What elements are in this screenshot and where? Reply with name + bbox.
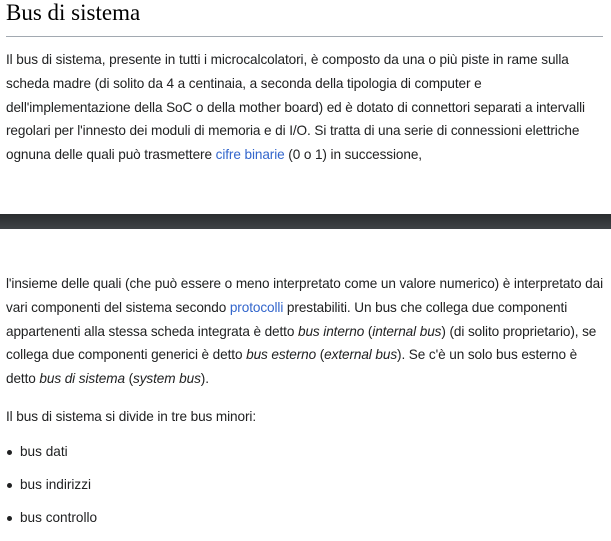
para2-text-4: ) (di solito proprietario), se collega due componenti generici è detto [6,323,597,363]
para2-text-1: l'insieme delle quali (che può essere o meno interpretato come un valore numerico) è interpretato dai vari componenti del sistema secondo [6,276,603,315]
list-item-label: bus dati [20,444,68,459]
link-cifre-binarie[interactable]: cifre binarie [215,147,285,163]
bullet-icon [7,450,12,455]
paragraph-bus-types: Il bus di sistema si divide in tre bus minori: [6,409,257,424]
para2-text-2: prestabiliti. Un bus che collega due componenti appartenenti alla stessa scheda integrata è detto [6,299,568,339]
para2-text-7: ( [124,371,134,387]
link-protocolli[interactable]: protocolli [229,299,284,315]
para2-text-6: ). Se c'è un solo bus esterno è detto [6,347,578,387]
term-bus-interno: bus interno [298,323,365,339]
bullet-icon [7,516,12,521]
list-item [6,475,97,508]
paragraph-intro [6,48,606,167]
paragraph-intro-text: Il bus di sistema, presente in tutti i microcalcolatori, è composto da una o più piste in rame sulla scheda madre (di solito da 4 a centinaia, a seconda della tipologia di computer e dell'implementazione della SoC o della mother board) ed è dotato di connettori separati a intervalli regolari per l'innesto dei moduli di memoria e di I/O. Si tratta di una serie di connessioni elettriche ognuna delle quali può trasmettere [6,52,585,163]
list-item [6,508,97,541]
term-external-bus: external bus [324,347,398,363]
paragraph-intro-tail: (0 o 1) in successione, [284,147,422,163]
list-item-label: bus indirizzi [20,477,92,492]
term-system-bus: system bus [133,371,201,387]
bus-list [6,442,97,541]
term-internal-bus: internal bus [372,323,442,339]
section-title: Bus di sistema [6,0,141,25]
list-item-label: bus controllo [20,510,98,525]
paragraph-continuation [6,272,606,391]
para2-text-5: ( [316,347,325,363]
term-bus-esterno: bus esterno [246,347,317,363]
para2-text-8: ). [200,371,209,387]
list-item [6,442,97,475]
para2-text-3: ( [364,323,373,339]
bullet-icon [7,483,12,488]
term-bus-di-sistema: bus di sistema [39,371,125,387]
screenshot-divider-bar [0,214,611,229]
title-underline [6,36,603,37]
